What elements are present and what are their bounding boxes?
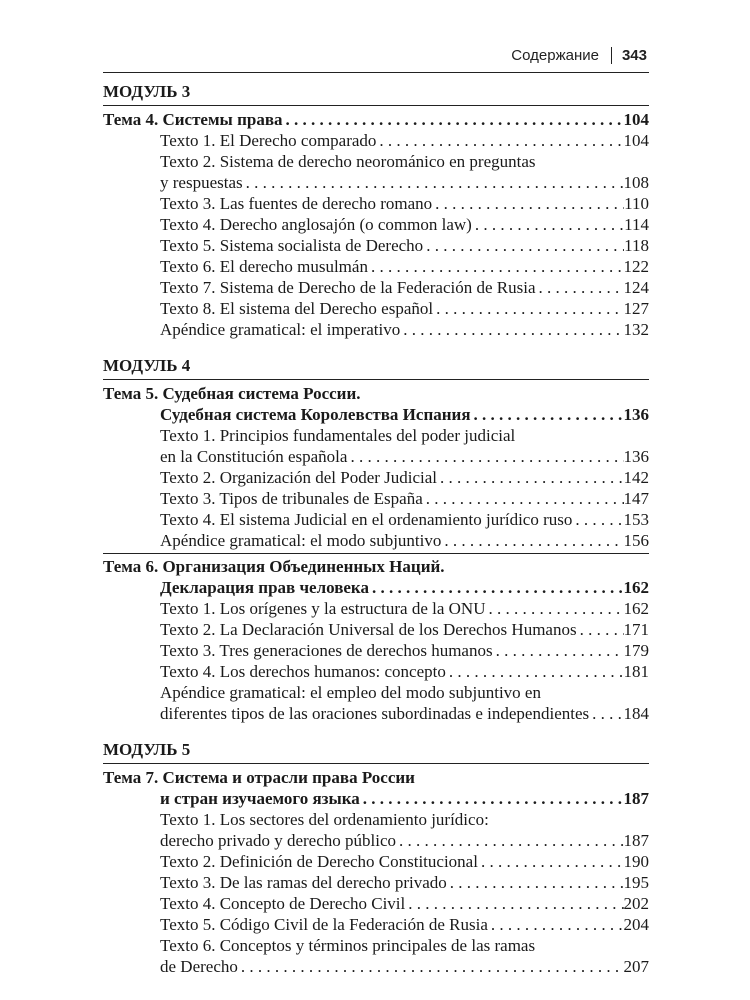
toc-entry-page: 181 [623, 662, 649, 681]
toc-entry [103, 193, 649, 214]
toc-entry [103, 467, 649, 488]
toc-entry-line: Apéndice gramatical: el empleo del modo subjuntivo en [160, 683, 541, 702]
topic-entry-line: Тема 6. Организация Объединенных Наций. [103, 557, 445, 576]
toc-entry [103, 130, 649, 151]
toc-entry-title: Texto 4. Concepto de Derecho Civil [160, 894, 406, 913]
toc-entry [103, 509, 649, 530]
toc-entry-title: Texto 3. Las fuentes de derecho romano [160, 194, 433, 213]
toc-entry-title: Texto 5. Sistema socialista de Derecho [160, 236, 424, 255]
toc-entry-page: 104 [623, 131, 649, 150]
toc-entry-page: 202 [623, 894, 649, 913]
toc-entry-page: 187 [623, 831, 649, 850]
module-spacer [103, 724, 649, 737]
toc-entry [103, 319, 649, 340]
toc-entry-title: Texto 7. Sistema de Derecho de la Federación de Rusia [160, 278, 536, 297]
dot-leader [471, 404, 624, 425]
toc-entry-title: diferentes tipos de las oraciones subordinadas e independientes [160, 704, 590, 723]
toc-entry-page: 171 [623, 620, 649, 639]
dot-leader [347, 446, 623, 467]
toc-entry [103, 640, 649, 661]
toc-entry [103, 235, 649, 256]
toc-entry-title: Texto 1. Los orígenes y la estructura de la ONU [160, 599, 486, 618]
module-rule [103, 763, 649, 764]
toc-entry-title: Texto 1. El Derecho comparado [160, 131, 377, 150]
dot-leader [405, 893, 623, 914]
toc-entry [103, 914, 649, 935]
dot-leader [360, 788, 624, 809]
toc-entry [103, 256, 649, 277]
dot-leader [283, 109, 624, 130]
toc-entry-title: Texto 3. Tipos de tribunales de España [160, 489, 423, 508]
dot-leader [446, 661, 624, 682]
toc-entry [103, 872, 649, 893]
toc-entry [103, 530, 649, 551]
toc-entry-title: Texto 8. El sistema del Derecho español [160, 299, 434, 318]
dot-leader [486, 598, 624, 619]
running-head-divider [611, 47, 612, 64]
toc-entry-title: de Derecho [160, 957, 238, 976]
toc-entry-line: Texto 6. Conceptos y términos principales de las ramas [160, 936, 536, 955]
dot-leader [589, 703, 623, 724]
toc-entry [103, 619, 649, 640]
dot-leader [396, 830, 623, 851]
toc-entry [103, 277, 649, 298]
toc-entry-title: derecho privado y derecho público [160, 831, 397, 850]
dot-leader [536, 277, 624, 298]
table-of-contents [103, 79, 649, 977]
toc-entry-line: Texto 2. Sistema de derecho neorománico en preguntas [160, 152, 536, 171]
toc-entry [103, 214, 649, 235]
toc-entry-page: 179 [623, 641, 649, 660]
page-number: 343 [621, 47, 647, 64]
dot-leader [472, 214, 624, 235]
toc-entry-page: 184 [623, 704, 649, 723]
toc-entry-title: Texto 2. Organización del Poder Judicial [160, 468, 438, 487]
toc-entry [103, 851, 649, 872]
toc-entry [103, 298, 649, 319]
topic-entry [103, 404, 649, 425]
toc-entry-title: Texto 4. Los derechos humanos: concepto [160, 662, 446, 681]
topic-entry [103, 577, 649, 598]
header-rule [103, 72, 649, 73]
dot-leader [369, 577, 624, 598]
toc-entry-page: 118 [624, 236, 649, 255]
dot-leader [447, 872, 624, 893]
toc-entry-line: Texto 1. Los sectores del ordenamiento jurídico: [160, 810, 489, 829]
toc-entry-page: 127 [623, 299, 649, 318]
dot-leader [400, 319, 623, 340]
toc-entry-title: Texto 2. La Declaración Universal de los Derechos Humanos [160, 620, 577, 639]
module-spacer [103, 340, 649, 353]
dot-leader [437, 467, 623, 488]
toc-entry-page: 142 [623, 468, 649, 487]
toc-entry-page: 114 [624, 215, 649, 234]
dot-leader [432, 193, 624, 214]
toc-entry [103, 893, 649, 914]
dot-leader [238, 956, 624, 977]
toc-entry-title: en la Constitución española [160, 447, 348, 466]
running-head [511, 47, 647, 64]
dot-leader [423, 235, 624, 256]
topic-entry-line: Тема 5. Судебная система России. [103, 384, 361, 403]
toc-entry [103, 598, 649, 619]
toc-entry-page: 124 [623, 278, 649, 297]
toc-entry-title: Apéndice gramatical: el imperativo [160, 320, 401, 339]
toc-entry [103, 446, 649, 467]
toc-entry-title: Texto 5. Código Civil de la Federación de Rusia [160, 915, 488, 934]
toc-entry [103, 488, 649, 509]
dot-leader [488, 914, 624, 935]
dot-leader [572, 509, 623, 530]
topic-entry-line: Тема 7. Система и отрасли права России [103, 768, 415, 787]
toc-entry-page: 132 [623, 320, 649, 339]
toc-entry-page: 147 [623, 489, 649, 508]
dot-leader [493, 640, 624, 661]
toc-entry-page: 136 [623, 447, 649, 466]
toc-entry-title: Texto 4. El sistema Judicial en el ordenamiento jurídico ruso [160, 510, 573, 529]
topic-entry [103, 788, 649, 809]
toc-entry-page: 195 [623, 873, 649, 892]
module-heading: МОДУЛЬ 4 [103, 356, 191, 375]
toc-entry-page: 204 [623, 915, 649, 934]
toc-entry-page: 162 [623, 599, 649, 618]
toc-entry-title: Texto 2. Definición de Derecho Constitucional [160, 852, 478, 871]
toc-entry [103, 172, 649, 193]
toc-entry [103, 703, 649, 724]
toc-entry [103, 830, 649, 851]
toc-entry-title: y respuestas [160, 173, 243, 192]
dot-leader [577, 619, 624, 640]
toc-entry-title: Texto 3. Tres generaciones de derechos humanos [160, 641, 493, 660]
topic-rule [103, 553, 649, 554]
dot-leader [478, 851, 624, 872]
toc-entry-line: Texto 1. Principios fundamentales del poder judicial [160, 426, 516, 445]
toc-entry-page: 122 [623, 257, 649, 276]
module-heading: МОДУЛЬ 5 [103, 740, 191, 759]
toc-entry-page: 110 [624, 194, 649, 213]
module-rule [103, 105, 649, 106]
toc-entry-page: 108 [623, 173, 649, 192]
dot-leader [368, 256, 624, 277]
toc-entry-title: Texto 3. De las ramas del derecho privado [160, 873, 447, 892]
topic-entry-page: 187 [623, 789, 649, 808]
toc-entry-title: Texto 4. Derecho anglosajón (o common law) [160, 215, 472, 234]
toc-entry-title: Texto 6. El derecho musulmán [160, 257, 368, 276]
toc-entry [103, 956, 649, 977]
dot-leader [441, 530, 623, 551]
toc-entry-page: 190 [623, 852, 649, 871]
topic-entry-title: Тема 4. Системы права [103, 110, 283, 129]
toc-entry-page: 207 [623, 957, 649, 976]
running-head-section: Содержание [511, 47, 599, 64]
topic-entry [103, 109, 649, 130]
topic-entry-page: 136 [623, 405, 649, 424]
toc-entry-title: Apéndice gramatical: el modo subjuntivo [160, 531, 442, 550]
toc-entry-page: 153 [623, 510, 649, 529]
topic-entry-title: Судебная система Королевства Испания [160, 405, 471, 424]
dot-leader [433, 298, 623, 319]
toc-entry [103, 661, 649, 682]
topic-entry-title: и стран изучаемого языка [160, 789, 360, 808]
dot-leader [243, 172, 624, 193]
module-heading: МОДУЛЬ 3 [103, 82, 191, 101]
topic-entry-page: 104 [623, 110, 649, 129]
toc-entry-page: 156 [623, 531, 649, 550]
dot-leader [423, 488, 624, 509]
dot-leader [376, 130, 623, 151]
topic-entry-title: Декларация прав человека [160, 578, 369, 597]
module-rule [103, 379, 649, 380]
topic-entry-page: 162 [623, 578, 649, 597]
